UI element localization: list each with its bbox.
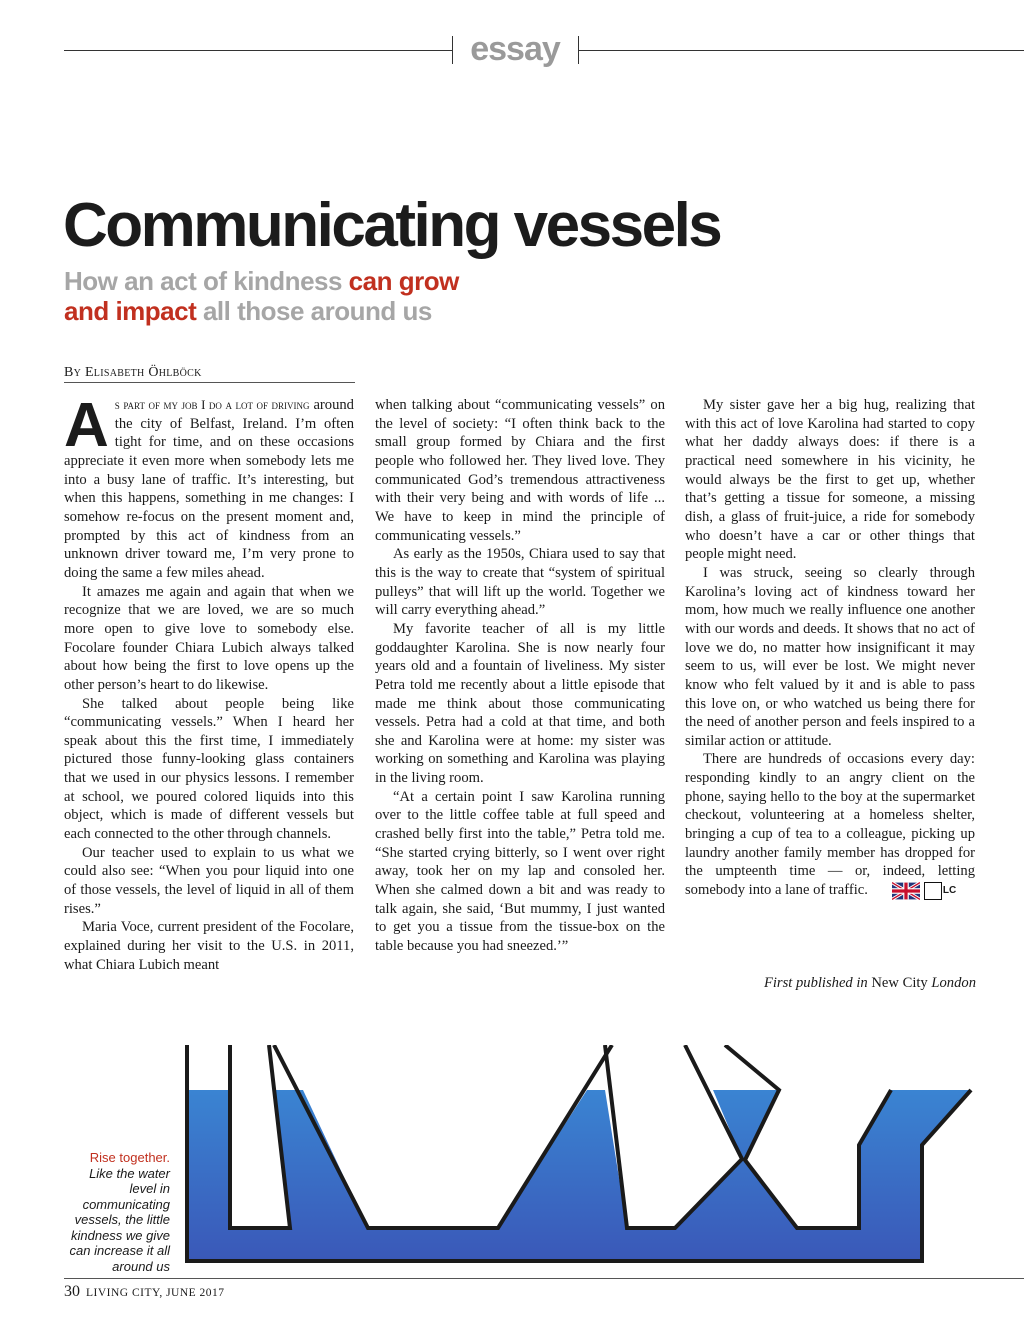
paragraph: She talked about people being like “communicating vessels.” When I heard her speak about this the first time, I immediately pictured those funny-looking glass containers that we used in our physics lessons. I remember at school, we poured colored liquids into this object, which is made of different vessels but each connected to the other through channels. — [64, 695, 354, 843]
uk-flag-icon — [892, 882, 920, 900]
paragraph: It amazes me again and again that when we recognize that we are loved, we are so much more open to give love to somebody else. Focolare founder Chiara Lubich always talked about how being the first to love opens up the other person’s heart to do likewise. — [64, 583, 354, 693]
page-number: 30 — [64, 1283, 80, 1300]
publication-name: LIVING CITY, JUNE 2017 — [86, 1287, 225, 1299]
article-title: Communicating vessels — [63, 191, 721, 260]
article-column-3 — [685, 396, 975, 900]
subtitle-part-2: all those around us — [196, 296, 432, 326]
caption-head: Rise together. — [89, 1150, 170, 1165]
water-fill — [187, 1090, 971, 1261]
communicating-vessels-illustration — [185, 1045, 980, 1270]
paragraph: As early as the 1950s, Chiara used to say that this is the way to create that “system of spiritual pulleys” that will lift up the world. Together we will carry everything ahead.” — [375, 546, 665, 619]
folio — [64, 1283, 225, 1301]
section-label: essay — [470, 30, 560, 68]
credit-italic-2: London — [931, 975, 976, 991]
paragraph-continued: when talking about “communicating vessels” on the level of society: “I often think back to the small group formed by Chiara and the first people who followed her. They lived love. They communicated God’s tremendous attractiveness with their very being and with words of life ... We have to keep in mind the principle of communicating vessels.” — [375, 397, 665, 544]
lead-paragraph — [64, 391, 354, 583]
lead-in-caps: s part of my job I do a lot of driving — [114, 397, 310, 412]
lc-logo-icon: LC — [924, 882, 942, 900]
end-marks — [874, 881, 957, 900]
lead-text: around the city of Belfast, Ireland. I’m often tight for time, and on these occasions appreciate it even more when somebody lets me into a busy lane of traffic. It’s interesting, but when this happens, something in me changes: I somehow re-focus on the present moment and, prompted by this act of kindness from an unknown driver toward me, I’m very prone to doing the same a few miles ahead. — [64, 397, 354, 581]
header-tick-left — [452, 36, 453, 64]
header-rule-left — [64, 50, 452, 51]
drop-cap: A — [64, 391, 109, 460]
article-column-1 — [64, 391, 354, 974]
article-subtitle — [64, 266, 664, 326]
first-published-credit — [685, 975, 976, 992]
paragraph — [685, 750, 975, 900]
subtitle-part-1: How an act of kindness — [64, 266, 349, 296]
caption-body: Like the water level in communicating vessels, the little kindness we give can increase it all around us — [69, 1165, 170, 1274]
credit-publication: New City — [867, 975, 932, 991]
paragraph-text: There are hundreds of occasions every day: responding kindly to an angry client on the phone, saying hello to the boy at the supermarket checkout, volunteering at a homeless shelter, bringing a cup of tea to a colleague, picking up laundry another family member has dropped for the umpteenth time — or, indeed, letting somebody into a lane of traffic. — [685, 751, 975, 899]
subtitle-highlight-1: can grow — [348, 266, 459, 296]
byline: By Elisabeth Öhlböck — [64, 365, 202, 380]
paragraph: My sister gave her a big hug, realizing that with this act of love Karolina had started to copy what her daddy always does: if there is a practical need somewhere in his vicinity, he would always be the first to get up, whether that’s getting a tissue for someone, a missing dish, a glass of fruit-juice, a ride for somebody who doesn’t have a car or other things that people might need. — [685, 397, 975, 563]
illustration-caption — [62, 1150, 170, 1274]
credit-italic-1: First published in — [763, 975, 868, 991]
footer-rule — [64, 1278, 1024, 1279]
header-rule-right — [578, 50, 1024, 51]
paragraph: Maria Voce, current president of the Focolare, explained during her visit to the U.S. in 2011, what Chiara Lubich meant — [64, 919, 354, 973]
article-column-2 — [375, 396, 665, 956]
paragraph: “At a certain point I saw Karolina running over to the little coffee table at full speed and crashed belly first into the table,” Petra told me. “She started crying bitterly, so I went over right away, took her on my lap and consoled her. When she calmed down a bit and was ready to talk again, she said, ‘But mummy, I just wanted to get you a tissue from the tissue-box on the table because you had sneezed.’” — [375, 788, 665, 955]
byline-rule — [64, 382, 355, 383]
paragraph: Our teacher used to explain to us what we could also see: “When you pour liquid into one of those vessels, the level of liquid in all of them rises.” — [64, 844, 354, 917]
paragraph: My favorite teacher of all is my little goddaughter Karolina. She is now nearly four years old and a fountain of liveliness. My sister Petra told me recently about a little episode that made me think about those communicating vessels. Petra had a cold at that time, and both she and Karolina were at home: my sister was working on something and Karolina was playing in the living room. — [375, 620, 665, 787]
subtitle-highlight-2: and impact — [64, 296, 197, 326]
paragraph: I was struck, seeing so clearly through Karolina’s loving act of kindness toward her mom, how much we really influence one another with our words and deeds. It shows that no act of love we do, no matter how insignificant it may seem to us, will ever be lost. We might never know who felt valued by it and is able to pass this love on, or who watched us being there for the need of another person and feels inspired to a similar action or attitude. — [685, 564, 975, 749]
